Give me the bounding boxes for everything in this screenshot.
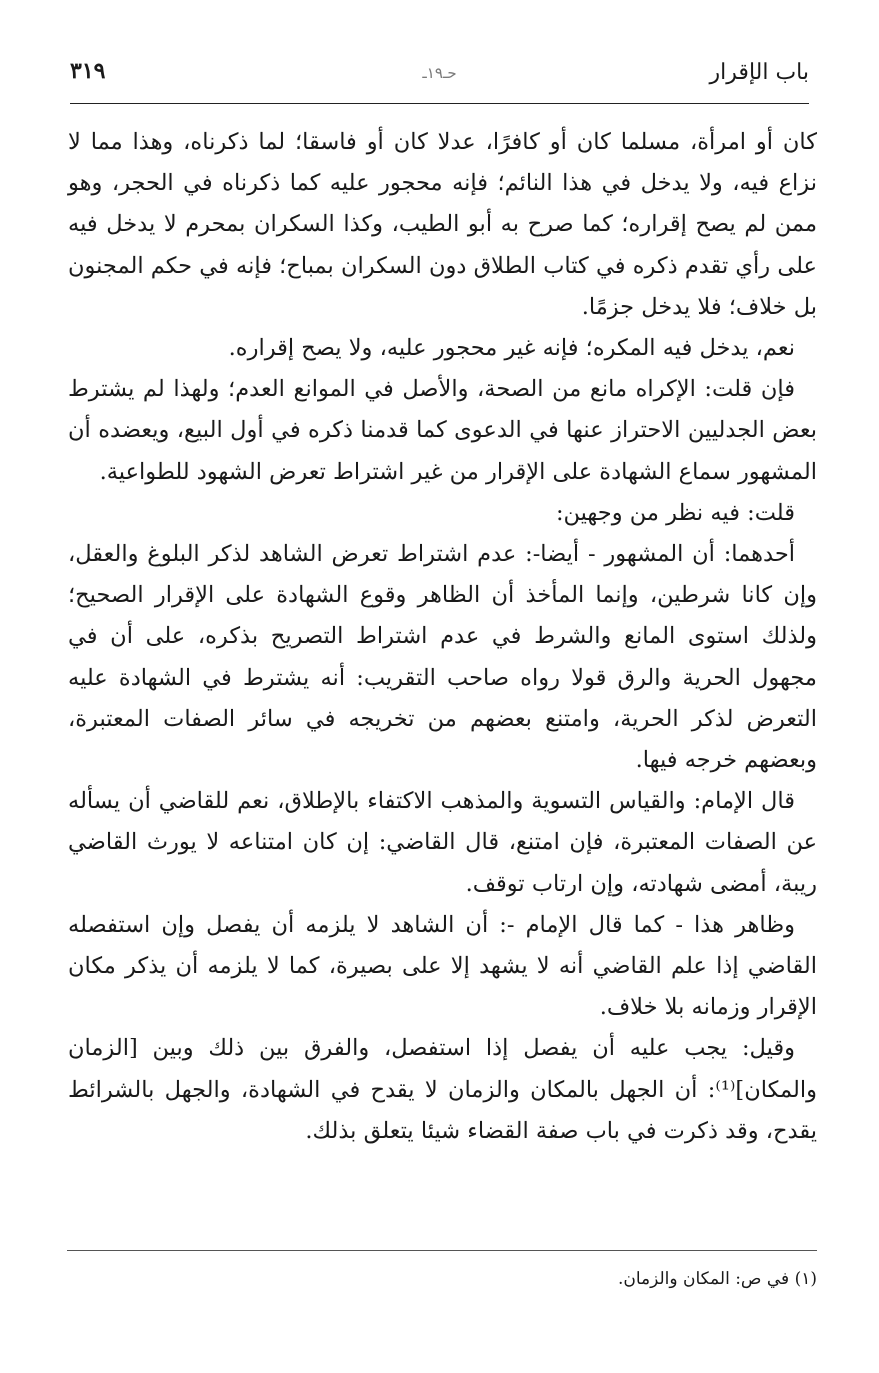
paragraph: وقيل: يجب عليه أن يفصل إذا استفصل، والفرق بين ذلك وبين [الزمان والمكان]⁽¹⁾: أن الجهل بالمكان والزمان لا يقدح في الشهادة، والجهل بالشرائط يقدح، وقد ذكرت في باب صفة القضاء شيئا يتعلق بذلك. — [68, 1035, 817, 1144]
chapter-title: باب الإقرار — [709, 60, 809, 85]
page-number: ٣١٩ — [70, 58, 106, 84]
paragraph: أحدهما: أن المشهور - أيضا-: عدم اشتراط تعرض الشاهد لذكر البلوغ والعقل، وإن كانا شرطين، وإنما المأخذ أن الظاهر وقوع الشهادة على الإقرار الصحيح؛ ولذلك استوى المانع والشرط في عدم اشتراط التصريح بذكره، على أن في مجهول الحرية والرق قولا رواه صاحب التقريب: أنه يشترط في الشهادة عليه التعرض لذكر الحرية، وامتنع بعضهم من تخريجه في سائر الصفات المعتبرة، وبعضهم خرجه فيها. — [68, 541, 817, 774]
paragraph: كان أو امرأة، مسلما كان أو كافرًا، عدلا كان أو فاسقا؛ لما ذكرناه، وهذا مما لا نزاع فيه، ولا يدخل في هذا النائم؛ فإنه محجور عليه كما ذكرناه في الحجر، وهو ممن لم يصح إقراره؛ كما صرح به أبو الطيب، وكذا السكران بمحرم لا يدخل فيه على رأي تقدم ذكره في كتاب الطلاق دون السكران بمباح؛ فإنه في حكم المجنون بل خلاف؛ فلا يدخل جزمًا. — [68, 129, 817, 320]
header-divider — [70, 103, 809, 104]
paragraph: قال الإمام: والقياس التسوية والمذهب الاكتفاء بالإطلاق، نعم للقاضي أن يسأله عن الصفات المعتبرة، فإن امتنع، قال القاضي: إن كان امتناعه لا يورث القاضي ريبة، أمضى شهادته، وإن ارتاب توقف. — [68, 788, 817, 897]
paragraph: فإن قلت: الإكراه مانع من الصحة، والأصل في الموانع العدم؛ ولهذا لم يشترط بعض الجدليين الاحتراز عنها في الدعوى كما قدمنا ذكره في أول البيع، ويعضده أن المشهور سماع الشهادة على الإقرار من غير اشتراط تعرض الشهود للطواعية. — [68, 376, 817, 485]
footnote-divider — [67, 1250, 817, 1251]
paragraph: وظاهر هذا - كما قال الإمام -: أن الشاهد لا يلزمه أن يفصل وإن استفصله القاضي إذا علم القاضي أنه لا يشهد إلا على بصيرة، كما لا يلزمه أن يذكر مكان الإقرار وزمانه بلا خلاف. — [68, 911, 817, 1021]
main-text — [68, 122, 817, 1152]
running-header — [70, 56, 809, 100]
paragraph: قلت: فيه نظر من وجهين: — [555, 499, 795, 526]
footnote: (١) في ص: المكان والزمان. — [617, 1269, 817, 1289]
paragraph: نعم، يدخل فيه المكره؛ فإنه غير محجور عليه، ولا يصح إقراره. — [228, 335, 795, 362]
signature-mark: حـ١٩ـ — [422, 64, 457, 82]
